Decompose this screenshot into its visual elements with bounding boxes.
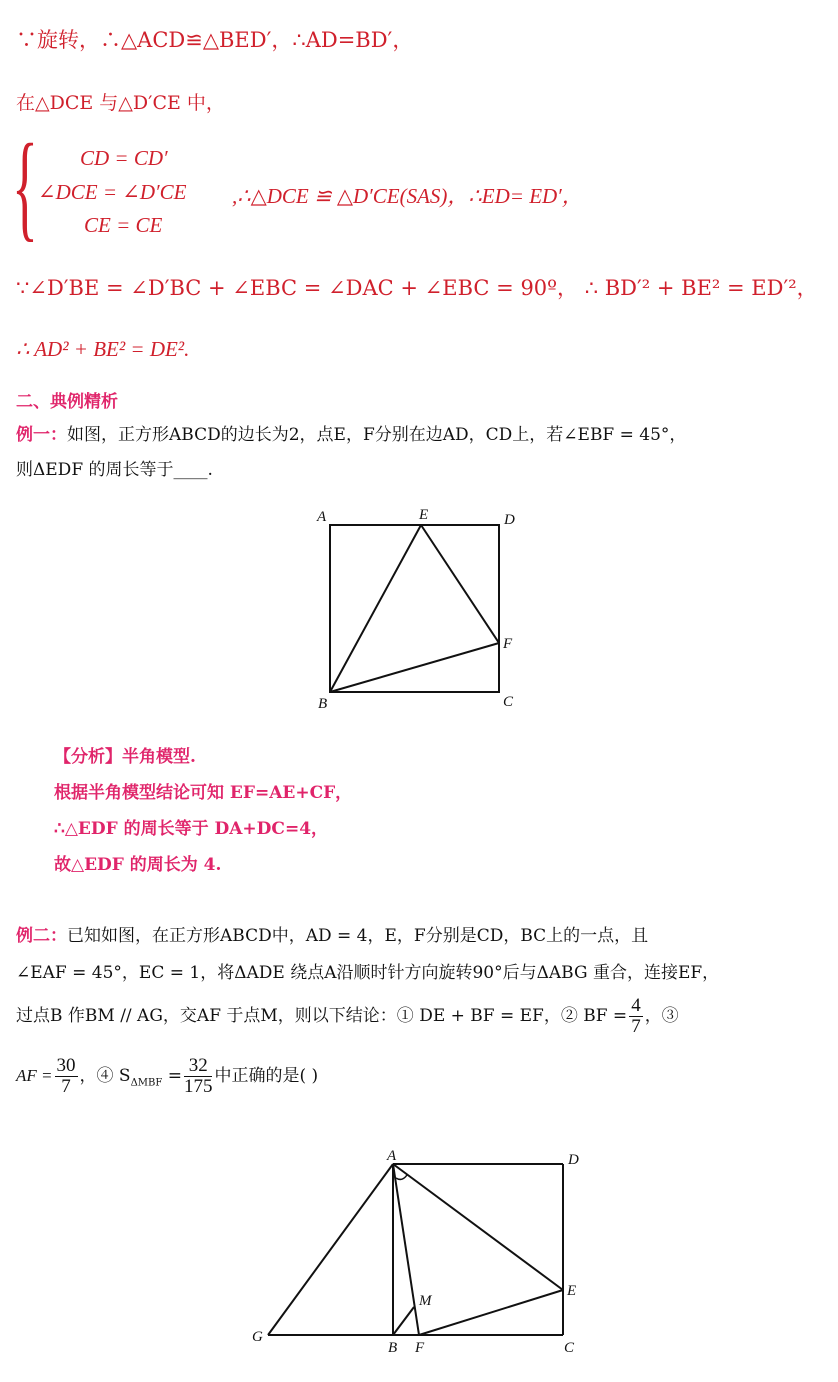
fraction-af: $\frac{30}{7}$ <box>56 1055 76 1097</box>
example2-text-4b: ，④ S <box>79 1066 131 1086</box>
example2-text-4d: 中正确的是( ) <box>214 1066 319 1086</box>
label-f2: F <box>415 1340 425 1356</box>
proof-line-1: ∵旋转，∴△ACD≌△BED′，∴AD=BD′， <box>16 28 414 52</box>
example2-text-3b: ，③ <box>644 1006 679 1026</box>
label-e: E <box>419 507 429 523</box>
proof-line-5: ∴ AD² + BE² = DE². <box>16 337 190 361</box>
label-c: C <box>503 694 514 710</box>
example2-text-3a: 过点B 作BM // AG，交AF 于点M，则以下结论：① DE + BF = EF，② BF = <box>16 1006 628 1026</box>
system-conclusion: ,∴△DCE ≌ △D′CE(SAS)，∴ED= ED′， <box>232 184 583 208</box>
example2-label: 例二： <box>16 926 67 946</box>
segment-fe <box>419 1290 563 1335</box>
example2-text-1: 已知如图，在正方形ABCD中，AD = 4，E，F分别是CD，BC上的一点，且 <box>67 926 649 946</box>
label-d: D <box>504 512 515 528</box>
fraction-s: $\frac{32}{175}$ <box>183 1055 213 1097</box>
analysis-line-3: 故△EDF 的周长为 4. <box>54 855 222 875</box>
analysis-title: 【分析】半角模型. <box>54 747 196 767</box>
proof-line-2: 在△DCE 与△D′CE 中， <box>16 92 225 114</box>
label-c2: C <box>564 1340 575 1356</box>
system-row-3: CE = CE <box>84 213 163 237</box>
label-f: F <box>503 636 513 652</box>
label-d2: D <box>568 1152 579 1168</box>
example1-line-2: 则ΔEDF 的周长等于____. <box>16 460 213 480</box>
label-a2: A <box>387 1148 397 1164</box>
label-b2: B <box>388 1340 398 1356</box>
label-b: B <box>318 696 328 712</box>
segment-ag <box>268 1164 393 1335</box>
analysis-line-2: ∴△EDF 的周长等于 DA+DC=4， <box>54 819 329 839</box>
label-g2: G <box>252 1329 263 1345</box>
label-m2: M <box>419 1293 432 1309</box>
area-subscript: ΔMBF <box>130 1077 163 1089</box>
analysis-line-1: 根据半角模型结论可知 EF=AE+CF， <box>54 783 353 803</box>
system-row-2: ∠DCE = ∠D′CE <box>38 180 187 204</box>
example1-text-1: 如图，正方形ABCD的边长为2，点E，F分别在边AD，CD上，若∠EBF = 45°， <box>67 425 687 445</box>
proof-line-4: ∵∠D′BE = ∠D′BC + ∠EBC = ∠DAC + ∠EBC = 90º， ∴ BD′² + BE² = ED′²， <box>16 276 818 300</box>
segment-bm <box>393 1307 414 1335</box>
fraction-bf: $\frac{4}{7}$ <box>631 995 641 1037</box>
system-row-1: CD = CD′ <box>80 146 168 170</box>
label-a: A <box>317 509 327 525</box>
example2-line-2: ∠EAF = 45°，EC = 1，将ΔADE 绕点A沿顺时针方向旋转90°后与ΔABG 重合，连接EF， <box>16 963 720 983</box>
section-heading: 二、典例精析 <box>16 392 118 412</box>
example2-text-4a: AF = <box>16 1066 53 1085</box>
label-e2: E <box>567 1283 577 1299</box>
example2-text-4c: = <box>162 1066 182 1086</box>
example1-label: 例一： <box>16 425 67 445</box>
segment-af <box>393 1164 419 1335</box>
angle-arc-eaf <box>396 1175 407 1179</box>
segment-ae <box>393 1164 563 1290</box>
system-brace: { <box>12 119 38 252</box>
